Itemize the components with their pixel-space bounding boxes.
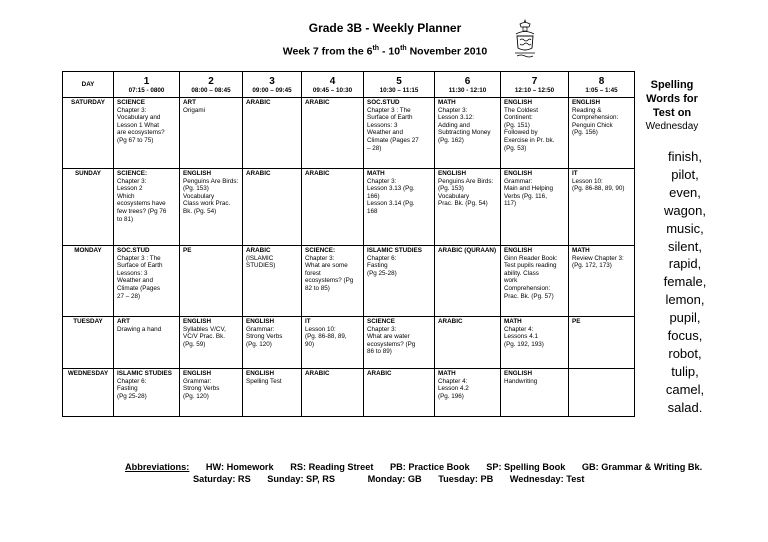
- lesson-subject: ENGLISH: [183, 318, 211, 325]
- lesson-detail: (Pg. 120): [183, 392, 209, 400]
- lesson-detail: Strong Verbs: [183, 385, 220, 393]
- lesson-cell: [435, 98, 501, 169]
- lesson-cell: [569, 317, 635, 369]
- lesson-detail: Adding and: [438, 121, 470, 129]
- lesson-cell: [114, 317, 180, 369]
- spelling-word: even,: [669, 184, 701, 200]
- lesson-detail: Prac. Bk. (Pg. 54): [438, 200, 488, 208]
- lesson-detail: Lesson 4.2: [438, 385, 469, 393]
- lesson-detail: to 81): [117, 215, 134, 223]
- lesson-subject: MATH: [438, 99, 456, 106]
- spelling-word: pilot,: [671, 166, 699, 182]
- period-time: 09:45 – 10:30: [312, 86, 353, 94]
- period-number: 3: [269, 75, 275, 87]
- lesson-detail: 82 to 85): [305, 284, 330, 292]
- lesson-subject: ARABIC (QURAAN): [438, 247, 497, 254]
- lesson-detail: Spelling Test: [246, 377, 282, 385]
- lesson-cell: [364, 369, 435, 417]
- lesson-subject: ARABIC: [246, 247, 271, 254]
- spelling-word: camel,: [665, 381, 705, 397]
- lesson-subject: ARABIC: [438, 318, 463, 325]
- lesson-subject: ART: [117, 318, 130, 325]
- lesson-detail: Climate (Pages 27: [367, 136, 419, 144]
- lesson-detail: ecosystems? (Pg: [367, 340, 416, 348]
- lesson-detail: ecosystems? (Pg: [305, 277, 354, 285]
- lesson-detail: (Pg 25-28): [117, 392, 147, 400]
- lesson-subject: ENGLISH: [183, 370, 211, 377]
- lesson-detail: Exercise in Pr. bk.: [504, 136, 555, 144]
- spelling-heading-day: Wednesday: [645, 121, 699, 132]
- lesson-detail: Lesson 1 What: [117, 121, 160, 129]
- lesson-cell: [364, 246, 435, 317]
- lesson-detail: few trees? (Pg 76: [117, 207, 167, 215]
- period-header: [364, 72, 435, 98]
- lesson-subject: ARABIC: [305, 170, 330, 177]
- lesson-detail: Fasting: [117, 385, 138, 393]
- lesson-cell: [114, 169, 180, 246]
- lesson-subject: ARABIC: [246, 170, 271, 177]
- lesson-detail: Chapter 6:: [117, 377, 147, 385]
- period-time: 09:00 – 09:45: [252, 86, 292, 94]
- spelling-heading-line: Test on: [652, 107, 692, 119]
- lesson-detail: (Pg. 59): [183, 340, 206, 348]
- table-row: [63, 98, 635, 169]
- lesson-cell: [501, 317, 569, 369]
- period-time: 08:00 – 08:45: [191, 86, 231, 94]
- lesson-detail: 117): [504, 200, 517, 208]
- lesson-cell: [569, 246, 635, 317]
- period-time: 12:10 – 12:50: [514, 86, 555, 94]
- lesson-detail: Chapter 3:: [305, 254, 335, 262]
- period-time: 1:05 – 1:45: [585, 86, 618, 94]
- abbreviation-day: Tuesday: PB: [438, 474, 494, 484]
- lesson-detail: (Pg. 196): [438, 392, 464, 400]
- lesson-detail: Syllables V/CV,: [183, 325, 226, 333]
- lesson-cell: [364, 317, 435, 369]
- lesson-subject: ENGLISH: [504, 247, 532, 254]
- lesson-detail: Lessons 4.1: [504, 333, 538, 341]
- lesson-cell: [180, 169, 243, 246]
- spelling-word: rapid,: [668, 256, 702, 272]
- lesson-detail: 168: [367, 207, 378, 215]
- lesson-subject: ENGLISH: [246, 318, 274, 325]
- lesson-detail: Chapter 6:: [367, 254, 397, 262]
- lesson-cell: [180, 98, 243, 169]
- lesson-detail: (Pg. 151): [504, 121, 530, 129]
- spelling-word: tulip,: [671, 363, 699, 379]
- lesson-detail: (Pg. 192, 193): [504, 340, 544, 348]
- lesson-detail: – 28): [367, 144, 382, 152]
- period-header: [180, 72, 243, 98]
- lesson-subject: IT: [572, 170, 578, 177]
- lesson-detail: Lesson 2: [117, 185, 143, 193]
- spelling-word: female,: [663, 274, 707, 290]
- period-number: 4: [329, 75, 336, 87]
- lesson-detail: are ecosystems?: [117, 129, 165, 137]
- lesson-subject: ENGLISH: [504, 370, 532, 377]
- period-header: [114, 72, 180, 98]
- lesson-cell: [302, 369, 364, 417]
- spelling-word: finish,: [668, 149, 702, 164]
- lesson-subject: SCIENCE:: [305, 247, 336, 254]
- lesson-cell: [243, 369, 302, 417]
- lesson-detail: Lesson 10:: [305, 325, 336, 333]
- lesson-subject: SCIENCE:: [117, 170, 148, 177]
- lesson-subject: MATH: [504, 318, 522, 325]
- lesson-cell: [114, 369, 180, 417]
- lesson-subject: ARABIC: [367, 370, 392, 377]
- lesson-detail: 166): [367, 192, 380, 200]
- spelling-heading-line: Spelling: [650, 79, 694, 91]
- lesson-detail: Lesson 3.14 (Pg.: [367, 200, 415, 208]
- lesson-cell: [243, 317, 302, 369]
- day-name-cell: TUESDAY: [63, 317, 114, 369]
- lesson-detail: Subtracting Money: [438, 129, 491, 137]
- lesson-subject: ARABIC: [305, 370, 330, 377]
- week-sup-1: th: [372, 45, 380, 52]
- period-header: [243, 72, 302, 98]
- table-row: [63, 369, 635, 417]
- week-prefix: Week 7 from the 6: [282, 45, 373, 58]
- lesson-detail: Vocabulary: [438, 192, 470, 200]
- lesson-cell: [114, 98, 180, 169]
- lesson-subject: PE: [572, 318, 581, 325]
- lesson-detail: (ISLAMIC: [246, 254, 274, 262]
- lesson-detail: What are some: [305, 262, 348, 270]
- lesson-cell: [501, 369, 569, 417]
- week-mid: - 10: [379, 45, 401, 58]
- lesson-detail: Penguin Chick: [572, 121, 613, 129]
- lesson-detail: (Pg. 172, 173): [572, 262, 612, 270]
- spelling-heading: [641, 78, 703, 134]
- lesson-detail: (Pg. 86-88, 89, 90): [572, 185, 625, 193]
- period-header-row: [63, 72, 635, 98]
- day-column-header: DAY: [63, 72, 114, 98]
- lesson-detail: (Pg. 53): [504, 144, 527, 152]
- lesson-detail: (Pg. 162): [438, 136, 464, 144]
- day-name-cell: SATURDAY: [63, 98, 114, 169]
- lesson-detail: Verbs (Pg. 116,: [504, 192, 547, 200]
- lesson-subject: ENGLISH: [438, 170, 466, 177]
- abbreviation-item: SP: Spelling Book: [486, 462, 566, 472]
- lesson-detail: Strong Verbs: [246, 333, 283, 341]
- period-header: [569, 72, 635, 98]
- lesson-detail: 90): [305, 340, 315, 348]
- lesson-detail: Grammar:: [504, 177, 533, 185]
- abbreviation-day: Sunday: SP, RS: [267, 474, 335, 484]
- abbreviations-label: Abbreviations:: [125, 462, 190, 472]
- week-sup-2: th: [400, 45, 407, 52]
- lesson-cell: [243, 246, 302, 317]
- lesson-detail: Chapter 3:: [438, 106, 468, 114]
- lesson-cell: [435, 369, 501, 417]
- abbreviation-item: PB: Practice Book: [389, 462, 470, 472]
- lesson-cell: [243, 98, 302, 169]
- lesson-detail: Which: [117, 192, 135, 200]
- lesson-detail: (Pg. 86-88, 89,: [305, 333, 347, 341]
- lesson-subject: IT: [305, 318, 311, 325]
- lesson-cell: [364, 169, 435, 246]
- table-row: [63, 317, 635, 369]
- lesson-subject: ARABIC: [246, 99, 271, 106]
- lesson-detail: Grammar:: [183, 377, 212, 385]
- lesson-subject: SOC.STUD: [117, 247, 150, 254]
- school-logo-icon: [512, 18, 538, 58]
- table-row: [63, 246, 635, 317]
- lesson-detail: Chapter 3:: [117, 177, 147, 185]
- lesson-detail: Lesson 3.13 (Pg.: [367, 185, 415, 193]
- lesson-detail: (Pg 25-28): [367, 269, 397, 277]
- lesson-detail: Comprehension:: [572, 114, 619, 122]
- lesson-detail: Vocabulary and: [117, 114, 161, 122]
- lesson-detail: Chapter 3 : The: [117, 254, 161, 262]
- lesson-detail: Climate (Pages: [117, 284, 161, 292]
- lesson-subject: ISLAMIC STUDIES: [117, 370, 172, 377]
- lesson-detail: Lesson 10:: [572, 177, 603, 185]
- period-number: 7: [531, 75, 538, 87]
- lesson-subject: ENGLISH: [504, 99, 532, 106]
- period-number: 2: [208, 75, 214, 87]
- day-name-cell: MONDAY: [63, 246, 114, 317]
- lesson-detail: forest: [305, 269, 321, 277]
- lesson-subject: ART: [183, 99, 196, 106]
- period-header: [302, 72, 364, 98]
- lesson-detail: Lesson 3.12:: [438, 114, 475, 122]
- lesson-subject: ENGLISH: [504, 170, 532, 177]
- period-number: 6: [464, 75, 471, 87]
- lesson-cell: [501, 246, 569, 317]
- lesson-cell: [435, 317, 501, 369]
- lesson-detail: Weather and: [117, 277, 153, 285]
- lesson-detail: Main and Helping: [504, 185, 554, 193]
- lesson-cell: [435, 246, 501, 317]
- spelling-word: robot,: [668, 345, 702, 361]
- abbreviation-day: Wednesday: Test: [509, 474, 585, 484]
- lesson-detail: Penguins Are Birds:: [438, 177, 494, 185]
- lesson-subject: ENGLISH: [246, 370, 274, 377]
- lesson-cell: [114, 246, 180, 317]
- weekly-planner-table: [62, 71, 635, 417]
- period-number: 5: [396, 75, 402, 87]
- lesson-detail: work: [504, 277, 518, 285]
- lesson-cell: [180, 369, 243, 417]
- lesson-subject: ARABIC: [305, 99, 330, 106]
- spelling-word: wagon,: [664, 202, 706, 218]
- lesson-subject: ISLAMIC STUDIES: [367, 247, 422, 254]
- lesson-cell: [364, 98, 435, 169]
- lesson-cell: [302, 98, 364, 169]
- lesson-subject: MATH: [438, 370, 456, 377]
- period-header: [501, 72, 569, 98]
- spelling-word: silent,: [668, 238, 702, 254]
- spelling-word: music,: [666, 220, 704, 236]
- lesson-detail: Bk. (Pg. 54): [183, 207, 217, 215]
- lesson-detail: STUDIES): [246, 262, 276, 270]
- lesson-detail: Chapter 3:: [367, 325, 397, 333]
- lesson-subject: SCIENCE: [367, 318, 395, 325]
- lesson-detail: Surface of Earth: [117, 262, 163, 270]
- lesson-detail: Handwriting: [504, 377, 538, 385]
- abbreviations-legend: [125, 462, 702, 484]
- lesson-subject: SCIENCE: [117, 99, 145, 106]
- lesson-cell: [501, 169, 569, 246]
- lesson-cell: [302, 169, 364, 246]
- lesson-subject: MATH: [367, 170, 385, 177]
- lesson-cell: [302, 317, 364, 369]
- lesson-detail: Penguins Are Birds:: [183, 177, 239, 185]
- lesson-cell: [243, 169, 302, 246]
- lesson-cell: [501, 98, 569, 169]
- lesson-detail: VC/V Prac. Bk.: [183, 333, 225, 341]
- lesson-detail: (Pg. 153): [183, 185, 209, 193]
- spelling-word: salad.: [667, 399, 703, 415]
- lesson-detail: Continent:: [504, 114, 533, 122]
- lesson-detail: Class work Prac.: [183, 200, 231, 208]
- lesson-cell: [569, 98, 635, 169]
- lesson-detail: 86 to 89): [367, 348, 392, 356]
- page-title: Grade 3B - Weekly Planner: [308, 21, 462, 35]
- abbreviation-item: HW: Homework: [205, 462, 274, 472]
- week-subtitle: [220, 45, 550, 58]
- lesson-detail: Lessons: 3: [367, 121, 398, 129]
- abbreviation-day: Saturday: RS: [193, 474, 251, 484]
- spelling-word: pupil,: [669, 310, 701, 326]
- lesson-detail: Grammar:: [246, 325, 275, 333]
- lesson-detail: (Pg. 120): [246, 340, 272, 348]
- lesson-detail: ability. Class: [504, 269, 539, 277]
- lesson-detail: 27 – 28): [117, 292, 141, 300]
- week-suffix: November 2010: [406, 45, 488, 58]
- lesson-detail: The Coldest: [504, 106, 538, 114]
- lesson-detail: Surface of Earth: [367, 114, 413, 122]
- period-number: 8: [598, 75, 605, 87]
- lesson-cell: [569, 369, 635, 417]
- lesson-cell: [180, 246, 243, 317]
- lesson-detail: Ginn Reader Book:: [504, 254, 558, 262]
- lesson-detail: Chapter 3:: [367, 177, 397, 185]
- period-number: 1: [143, 75, 150, 87]
- lesson-detail: Chapter 3 : The: [367, 106, 411, 114]
- table-row: [63, 169, 635, 246]
- lesson-detail: Test pupils reading: [504, 262, 557, 270]
- lesson-detail: Chapter 4:: [438, 377, 468, 385]
- lesson-detail: Prac. Bk. (Pg. 57): [504, 292, 554, 300]
- spelling-word-list: [645, 148, 725, 417]
- lesson-detail: Fasting: [367, 262, 388, 270]
- lesson-detail: Reading &: [572, 106, 602, 114]
- lesson-detail: (Pg 67 to 75): [117, 136, 154, 144]
- spelling-heading-line: Words for: [646, 93, 698, 105]
- abbreviation-item: GB: Grammar & Writing Bk.: [581, 462, 703, 472]
- period-time: 11:30 - 12:10: [448, 86, 487, 94]
- abbreviation-day: Monday: GB: [367, 474, 422, 484]
- period-time: 10:30 – 11:15: [379, 86, 419, 94]
- lesson-subject: PE: [183, 247, 192, 254]
- spelling-word: lemon,: [665, 292, 705, 308]
- lesson-cell: [569, 169, 635, 246]
- lesson-detail: Drawing a hand: [117, 325, 162, 333]
- lesson-detail: Comprehension:: [504, 284, 551, 292]
- abbreviation-days-row: [193, 474, 702, 484]
- abbreviation-item: RS: Reading Street: [290, 462, 374, 472]
- lesson-detail: Origami: [183, 106, 206, 114]
- day-name-cell: SUNDAY: [63, 169, 114, 246]
- lesson-detail: (Pg. 156): [572, 129, 598, 137]
- lesson-detail: Review Chapter 3:: [572, 254, 624, 262]
- spelling-word: focus,: [667, 328, 703, 344]
- lesson-cell: [302, 246, 364, 317]
- period-time: 07:15 - 0800: [128, 86, 165, 94]
- lesson-subject: MATH: [572, 247, 590, 254]
- lesson-detail: ecosystems have: [117, 200, 166, 208]
- lesson-subject: ENGLISH: [183, 170, 211, 177]
- lesson-detail: Chapter 4:: [504, 325, 534, 333]
- lesson-detail: Vocabulary: [183, 192, 215, 200]
- lesson-detail: (Pg. 153): [438, 185, 464, 193]
- lesson-cell: [180, 317, 243, 369]
- lesson-detail: Followed by: [504, 129, 538, 137]
- lesson-cell: [435, 169, 501, 246]
- day-name-cell: WEDNESDAY: [63, 369, 114, 417]
- lesson-subject: SOC.STUD: [367, 99, 400, 106]
- lesson-detail: What are water: [367, 333, 410, 341]
- lesson-detail: Chapter 3:: [117, 106, 147, 114]
- lesson-detail: Lessons: 3: [117, 269, 148, 277]
- lesson-detail: Weather and: [367, 129, 403, 137]
- lesson-subject: ENGLISH: [572, 99, 600, 106]
- period-header: [435, 72, 501, 98]
